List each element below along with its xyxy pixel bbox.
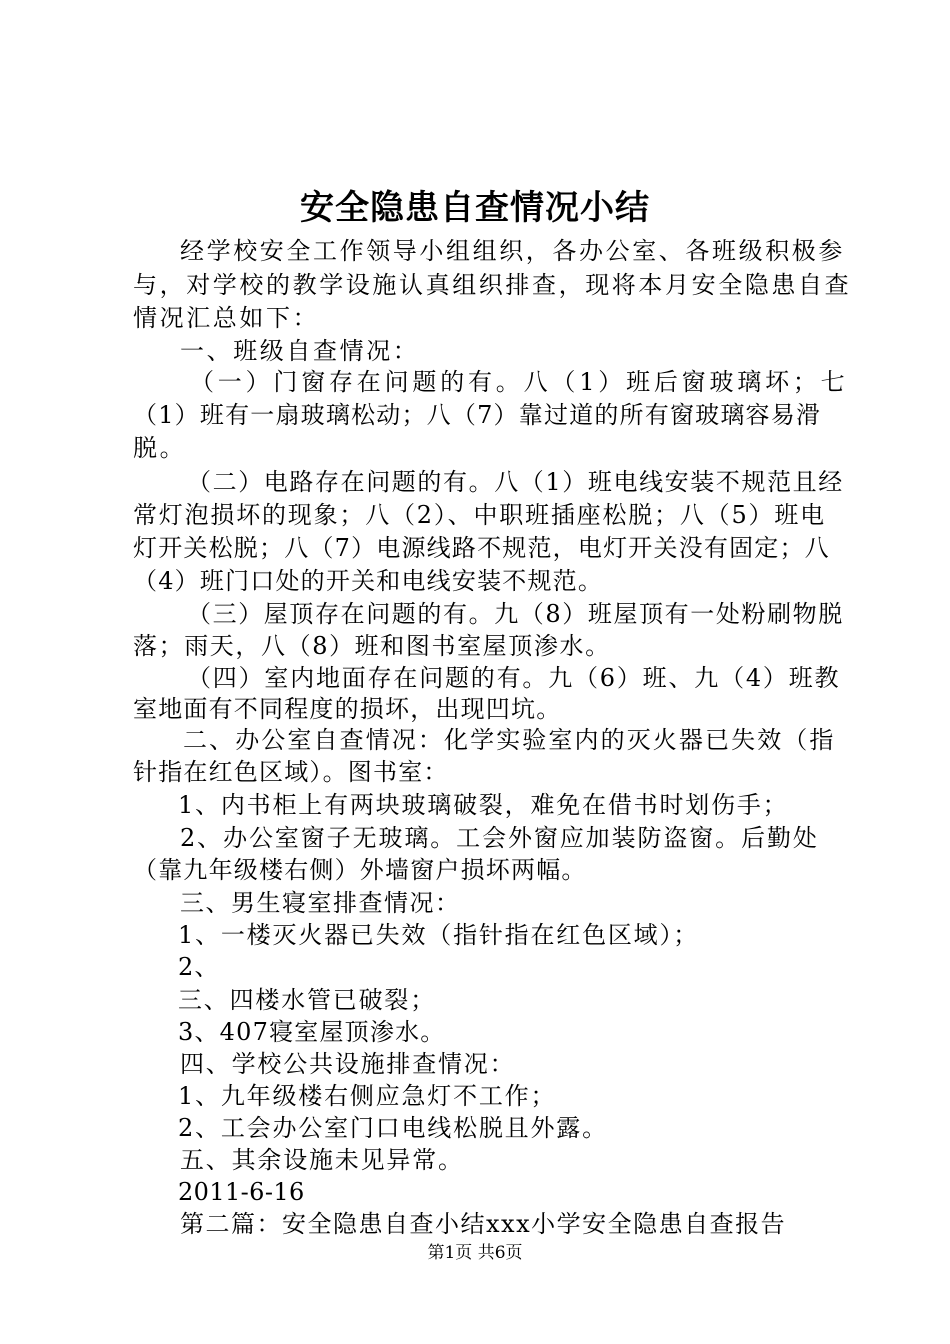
paragraph-line: 灯开关松脱；八（7）电源线路不规范，电灯开关没有固定；八 bbox=[133, 534, 830, 562]
page-footer: 第1页 共6页 bbox=[427, 1243, 523, 1263]
section-heading: 四、学校公共设施排查情况： bbox=[180, 1050, 516, 1078]
paragraph-line: （四）室内地面存在问题的有。九（6）班、九（4）班教 bbox=[187, 664, 841, 692]
section-heading: 五、其余设施未见异常。 bbox=[180, 1146, 464, 1174]
section-heading: 二、办公室自查情况：化学实验室内的灭火器已失效（指 bbox=[183, 726, 836, 754]
document-title: 安全隐患自查情况小结 bbox=[300, 188, 650, 228]
paragraph-line: 经学校安全工作领导小组组织，各办公室、各班级积极参 bbox=[180, 237, 845, 265]
paragraph-line: 常灯泡损坏的现象；八（2）、中职班插座松脱；八（5）班电 bbox=[133, 501, 826, 529]
section-heading: 三、男生寝室排查情况： bbox=[180, 889, 461, 917]
paragraph-line: （1）班有一扇玻璃松动；八（7）靠过道的所有窗玻璃容易滑 bbox=[133, 401, 822, 429]
paragraph-line: （一）门窗存在问题的有。八（1）班后窗玻璃坏；七 bbox=[190, 368, 849, 396]
list-item: 3、407寝室屋顶渗水。 bbox=[178, 1018, 446, 1046]
list-item: 三、四楼水管已破裂； bbox=[178, 986, 436, 1014]
list-item: 2、 bbox=[178, 953, 220, 981]
section-heading: 一、班级自查情况： bbox=[180, 337, 420, 365]
document-date: 2011-6-16 bbox=[178, 1178, 305, 1206]
paragraph-line: 室地面有不同程度的损坏，出现凹坑。 bbox=[133, 695, 562, 723]
paragraph-line: （靠九年级楼右侧）外墙窗户损坏两幅。 bbox=[133, 856, 587, 884]
list-item: 2、工会办公室门口电线松脱且外露。 bbox=[178, 1114, 608, 1142]
list-item: 1、九年级楼右侧应急灯不工作； bbox=[178, 1082, 557, 1110]
next-article-title: 第二篇：安全隐患自查小结xxx小学安全隐患自查报告 bbox=[180, 1210, 787, 1238]
paragraph-line: 与，对学校的教学设施认真组织排查，现将本月安全隐患自查 bbox=[133, 271, 852, 299]
paragraph-line: 脱。 bbox=[133, 434, 187, 462]
paragraph-line: （二）电路存在问题的有。八（1）班电线安装不规范且经 bbox=[187, 468, 844, 496]
paragraph-line: 针指在红色区域）。图书室： bbox=[133, 758, 449, 786]
paragraph-line: （4）班门口处的开关和电线安装不规范。 bbox=[133, 567, 604, 595]
list-item: 1、一楼灭火器已失效（指针指在红色区域）； bbox=[178, 921, 700, 949]
paragraph-line: 落；雨天，八（8）班和图书室屋顶渗水。 bbox=[133, 632, 611, 660]
list-item: 1、内书柜上有两块玻璃破裂，难免在借书时划伤手； bbox=[178, 791, 789, 819]
paragraph-line: 情况汇总如下： bbox=[133, 304, 320, 332]
paragraph-line: （三）屋顶存在问题的有。九（8）班屋顶有一处粉刷物脱 bbox=[187, 600, 844, 628]
list-item: 2、办公室窗子无玻璃。工会外窗应加装防盗窗。后勤处 bbox=[180, 824, 819, 852]
